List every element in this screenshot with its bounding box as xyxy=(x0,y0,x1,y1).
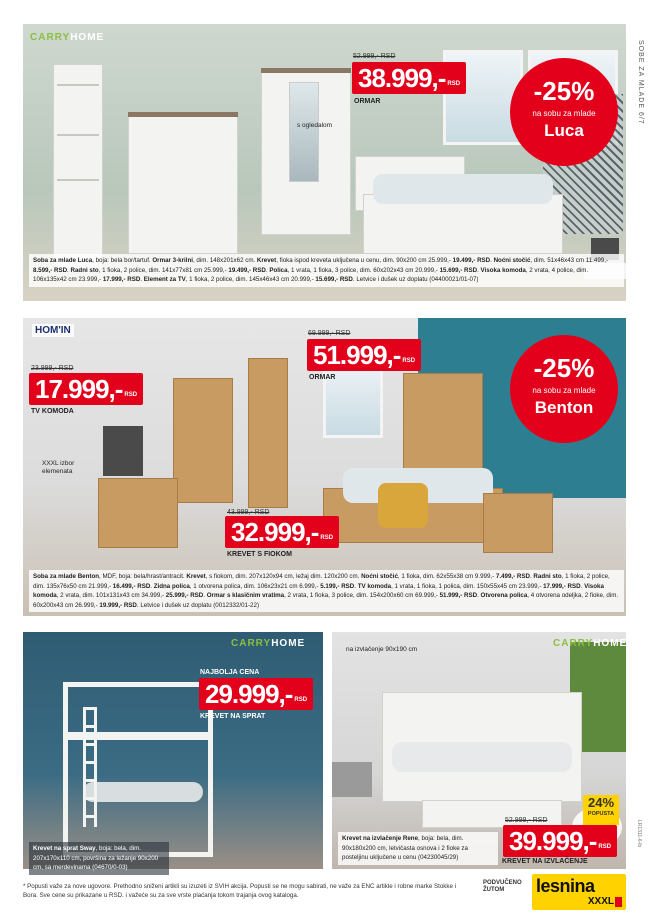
night-stand xyxy=(483,493,553,553)
shelf-divider xyxy=(57,84,99,86)
dresser-top xyxy=(128,112,238,117)
discount-room-name: Benton xyxy=(534,398,594,417)
luca-discount-badge xyxy=(510,58,618,166)
pull-out-callout: na izvlačenje 90x190 cm xyxy=(346,646,418,653)
wardrobe-label: ORMAR xyxy=(354,98,381,105)
lower-bedding xyxy=(83,782,203,802)
price-amount: 39.999,- xyxy=(509,826,597,856)
sponsor-note xyxy=(483,880,522,894)
wardrobe-price-tag xyxy=(307,339,421,371)
storage-box xyxy=(332,762,372,797)
badge-label: POPUSTA xyxy=(587,811,615,817)
sway-description: Krevet na sprat Sway, boja: bela, dim. 207x170x110 cm, površina za ležanje 90x200 cm, sa merdevinama (04670/0-03) xyxy=(29,842,169,875)
pullout-bed-old-price: 52.999,- RSD xyxy=(505,817,548,824)
price-amount: 51.999,- xyxy=(313,340,401,370)
wardrobe-old-price: 52.999,- RSD xyxy=(353,53,396,60)
tall-shelf xyxy=(53,64,103,269)
price-currency: RSD xyxy=(124,392,138,398)
tv-set xyxy=(103,426,143,476)
sponsor-line: PODVUČENO xyxy=(483,880,522,886)
bunk-bed-label: KREVET NA SPRAT xyxy=(200,713,266,720)
wardrobe-mirror xyxy=(289,82,319,182)
wardrobe-old-price: 69.999,- RSD xyxy=(308,330,351,337)
discount-subtitle: na sobu za mlade xyxy=(532,386,596,395)
open-shelf xyxy=(248,358,288,508)
price-currency: RSD xyxy=(294,697,308,703)
price-amount: 32.999,- xyxy=(231,517,319,547)
brand-logo-carryhome: CARRYHOME xyxy=(231,638,306,649)
tv-label: TV KOMODA xyxy=(31,408,74,415)
footer-disclaimer: * Popusti važe za nove ugovore. Prethodno sniženi artikli su izuzeti iz SVIH akcija. Popusti se ne mogu sabirati, ne važe za ENC artikle i robne marke Stokke i Bora. Sve cene su prikazane u RSD. i važeće su za sve vrste plaćanja tokom trajanja ovog kataloga. xyxy=(23,883,456,899)
bed-old-price: 43.999,- RSD xyxy=(227,509,270,516)
ladder xyxy=(83,707,97,827)
catalog-code: LR1311-6-lb xyxy=(636,820,642,848)
sponsor-line: ŽUTOM xyxy=(483,887,505,893)
price-currency: RSD xyxy=(402,358,416,364)
shelf-divider xyxy=(57,179,99,181)
lesnina-logo xyxy=(532,874,626,910)
bedding xyxy=(373,174,553,204)
discount-percent: -25% xyxy=(533,76,595,106)
brand-logo-homin: HOM'IN xyxy=(32,324,74,337)
sway-room-photo xyxy=(23,632,323,869)
discount-room-name: Luca xyxy=(544,121,584,140)
high-dresser xyxy=(128,114,238,254)
rene-description: Krevet na izvlačenje Rene, boja: bela, dim. 90x180x200 cm, letvičasta osnova i 2 fioke za posteljinu uključene u cenu (04230045/29) xyxy=(338,832,498,865)
mirror-callout: s ogledalom xyxy=(297,122,333,129)
high-dresser xyxy=(173,378,233,503)
discount-percent: -25% xyxy=(533,353,595,383)
tv-old-price: 23.999,- RSD xyxy=(31,365,74,372)
price-amount: 17.999,- xyxy=(35,374,123,404)
discount-badge-24 xyxy=(583,795,619,825)
best-price-label: NAJBOLJA CENA xyxy=(200,669,260,676)
discount-subtitle: na sobu za mlade xyxy=(532,109,596,118)
price-amount: 29.999,- xyxy=(205,679,293,709)
luca-description: Soba za mlade Luca, boja: bela bor/tartuf. Ormar 3-krilni, dim. 148x201x62 cm. Krevet, fioka ispod kreveta uključena u cenu, dim. 90x200 cm 25.999,- 19.499,- RSD. Noćni stočić, dim. 51x46x43 cm 11.499,- 8.599,- RSD. Radni sto, 1 fioka, 2 police, dim. 141x77x81 cm 25.999,- 19.499,- RSD. Polica, 1 vrata, 1 fioka, 3 police, dim. 60x202x43 cm 20.999,- 15.699,- RSD. Visoka komoda, 2 vrata, 4 police, dim. 106x135x42 cm 23.999,- 17.999,- RSD. Element za TV, 1 fioka, 2 police, dim. 145x46x43 cm 20.999,- 15.699,- RSD. Letvice i dušek uz doplatu (04400021/01-07) xyxy=(29,254,624,287)
wardrobe-top xyxy=(261,68,351,73)
tv-price-tag xyxy=(29,373,143,405)
brand-logo-carryhome: CARRYHOME xyxy=(30,32,105,43)
bed-price-tag xyxy=(225,516,339,548)
shelf-divider xyxy=(57,134,99,136)
bed-label: KREVET S FIOKOM xyxy=(227,551,292,558)
benton-description: Soba za mlade Benton, MDF, boja: bela/hrast/antracit. Krevet, s fiokom, dim. 207x120x94 cm, ležaj dim. 120x200 cm. Noćni stočić, 1 fioka, dim. 62x55x38 cm 9.999,- 7.499,- RSD. Radni sto, 1 fioka, 2 police, dim. 135x76x50 cm 21.999,- 16.499,- RSD. Zidna polica, 1 otvorena polica, dim. 106x23x21 cm 6.999,- 5.199,- RSD. TV komoda, 1 vrata, 1 fioka, 1 polica, dim. 150x55x45 cm 23.999,- 17.999,- RSD. Visoka komoda, 2 vrata, dim. 101x131x43 cm 34.999,- 25.999,- RSD. Ormar s klasičnim vratima, 2 vrata, 1 fioka, 3 police, dim. 154x200x60 cm 69.999,- 51.999,- RSD. Otvorena polica, 4 otvorena odeljka, 2 fioke, dim. 60x200x43 cm 26.999,- 19.999,- RSD. Letvice i dušek uz doplatu (0012332/01-22) xyxy=(29,570,624,612)
wardrobe-price-tag xyxy=(352,62,466,94)
price-amount: 38.999,- xyxy=(358,63,446,93)
blanket xyxy=(378,483,428,528)
wardrobe-label: ORMAR xyxy=(309,374,336,381)
pullout-bed-label: KREVET NA IZVLAČENJE xyxy=(502,858,588,865)
pullout-bed-price-tag xyxy=(503,825,617,857)
page-section-label: SOBE ZA MLADE 6/7 xyxy=(637,40,644,125)
price-currency: RSD xyxy=(598,844,612,850)
tv-cabinet xyxy=(98,478,178,548)
bunk-bed-price-tag xyxy=(199,678,313,710)
daybed-bedding xyxy=(392,742,572,772)
xxxl-choice-note: XXXL izbor elemenata xyxy=(42,460,75,475)
brand-logo-carryhome: CARRYHOME xyxy=(553,638,628,649)
price-currency: RSD xyxy=(320,535,334,541)
logo-xxxl: XXXL xyxy=(587,896,614,907)
logo-word: lesnina xyxy=(536,876,595,896)
badge-percent: 24% xyxy=(587,795,615,810)
price-currency: RSD xyxy=(447,81,461,87)
benton-discount-badge xyxy=(510,335,618,443)
logo-red-mark xyxy=(615,897,622,907)
